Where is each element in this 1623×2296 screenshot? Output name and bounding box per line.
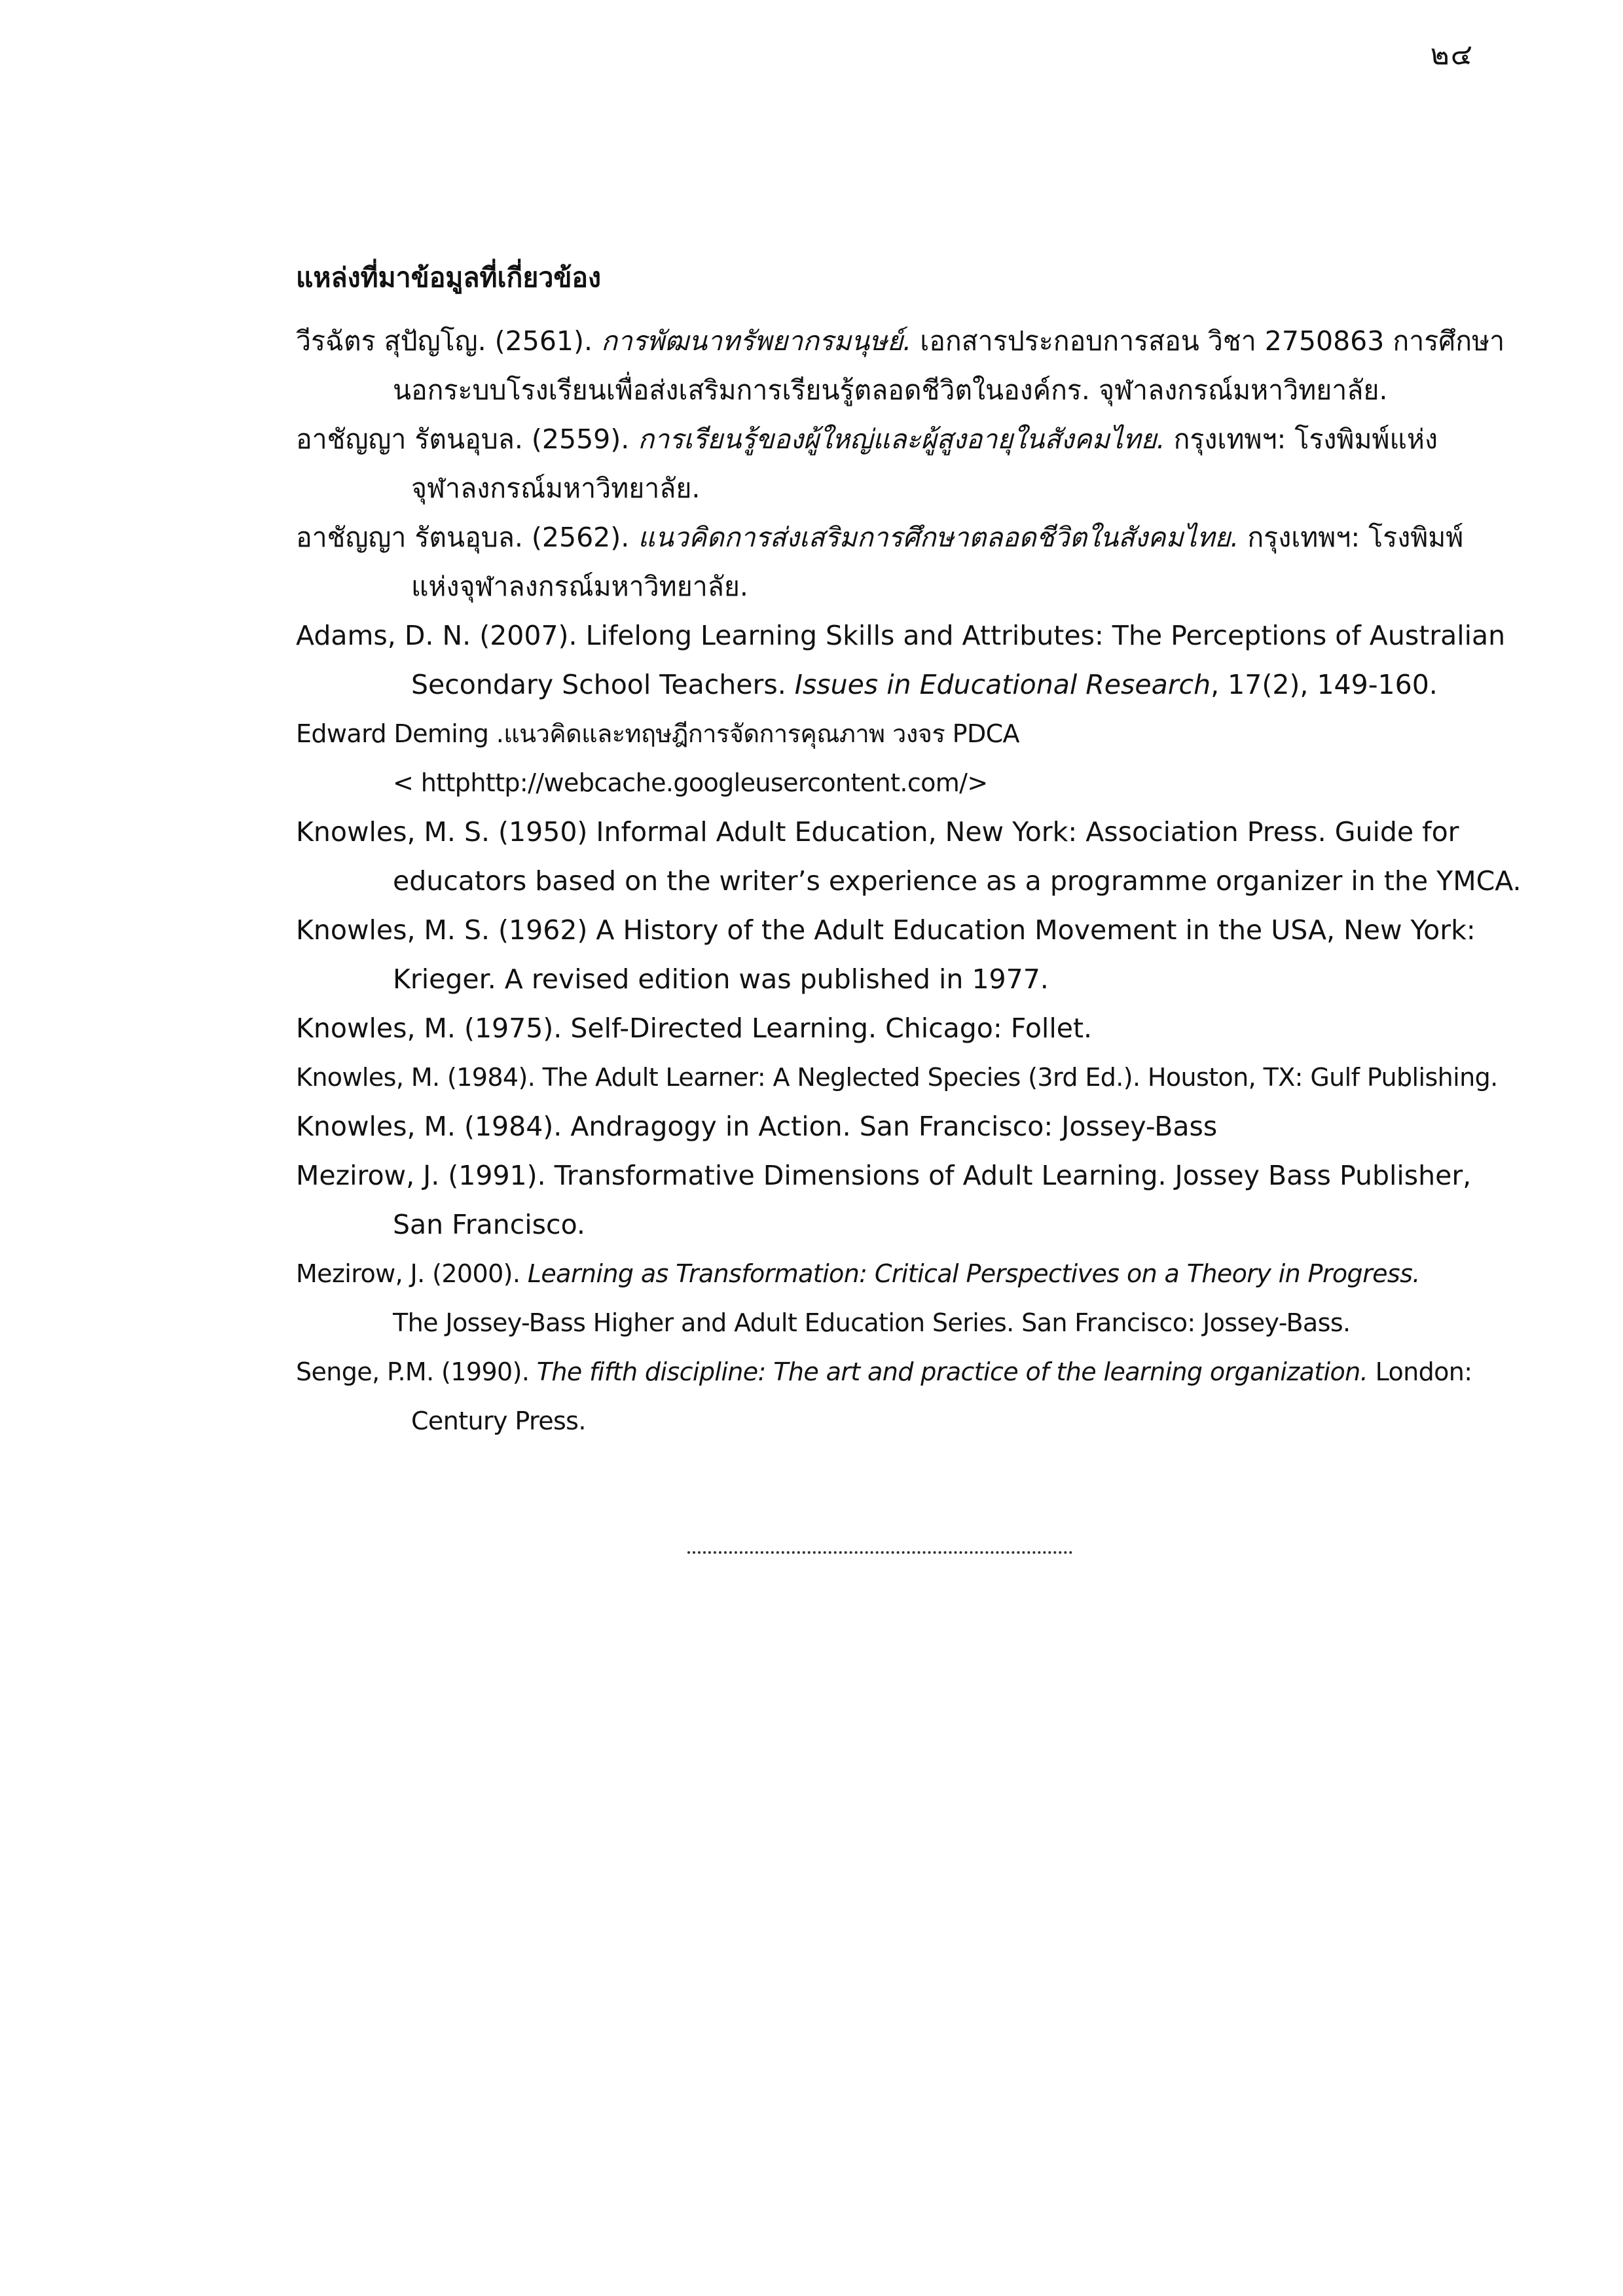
reference-entry	[296, 1102, 1474, 1151]
reference-title: The fifth discipline: The art and practice of the learning organization.	[536, 1357, 1368, 1386]
reference-continuation: แห่งจุฬาลงกรณ์มหาวิทยาลัย.	[411, 571, 748, 602]
reference-entry	[296, 1348, 1474, 1446]
reference-entry	[296, 1249, 1474, 1348]
reference-continuation: จุฬาลงกรณ์มหาวิทยาลัย.	[411, 473, 701, 504]
reference-entry	[296, 1053, 1498, 1102]
reference-title: แนวคิดการส่งเสริมการศึกษาตลอดชีวิตในสังคมไทย.	[638, 522, 1239, 553]
reference-entry	[296, 709, 1474, 808]
reference-entry	[296, 317, 1505, 415]
reference-first-line: Edward Deming .แนวคิดและทฤษฎีการจัดการคุณภาพ วงจร PDCA	[296, 719, 1019, 748]
reference-first-line: อาชัญญา รัตนอุบล. (2562). แนวคิดการส่งเสริมการศึกษาตลอดชีวิตในสังคมไทย. กรุงเทพฯ: โรงพิมพ์	[296, 522, 1464, 553]
reference-first-line: อาชัญญา รัตนอุบล. (2559). การเรียนรู้ของผู้ใหญ่และผู้สูงอายุในสังคมไทย. กรุงเทพฯ: โรงพิมพ์แห่ง	[296, 423, 1438, 455]
reference-first-line: Mezirow, J. (2000). Learning as Transformation: Critical Perspectives on a Theory in Progress.	[296, 1259, 1420, 1288]
reference-continuation: educators based on the writer’s experience as a programme organizer in the YMCA.	[393, 865, 1522, 897]
references-section	[296, 257, 1522, 1446]
reference-entry	[296, 513, 1474, 611]
reference-title: Issues in Educational Research	[794, 669, 1211, 700]
reference-first-line: Knowles, M. (1975). Self-Directed Learning. Chicago: Follet.	[296, 1013, 1093, 1044]
reference-continuation: นอกระบบโรงเรียนเพื่อส่งเสริมการเรียนรู้ตลอดชีวิตในองค์กร. จุฬาลงกรณ์มหาวิทยาลัย.	[393, 374, 1388, 406]
reference-title: การพัฒนาทรัพยากรมนุษย์.	[601, 325, 912, 357]
reference-entry	[296, 1004, 1474, 1053]
reference-continuation: Century Press.	[411, 1407, 586, 1435]
section-heading: แหล่งที่มาข้อมูลที่เกี่ยวข้อง	[296, 262, 602, 293]
reference-title: Learning as Transformation: Critical Perspectives on a Theory in Progress.	[527, 1259, 1420, 1288]
reference-first-line: Knowles, M. S. (1950) Informal Adult Education, New York: Association Press. Guide for	[296, 816, 1459, 848]
page-number: ๒๔	[1430, 38, 1474, 71]
reference-first-line: Senge, P.M. (1990). The fifth discipline: The art and practice of the learning organization. London:	[296, 1357, 1472, 1386]
reference-first-line: Knowles, M. S. (1962) A History of the Adult Education Movement in the USA, New York:	[296, 914, 1476, 946]
end-of-section-dotted-rule	[687, 1551, 1072, 1554]
reference-entry	[296, 808, 1522, 906]
reference-url: < httphttp://webcache.googleusercontent.com/>	[393, 768, 988, 797]
reference-entry	[296, 611, 1506, 709]
reference-continuation: Krieger. A revised edition was published in 1977.	[393, 963, 1049, 995]
reference-first-line: Knowles, M. (1984). Andragogy in Action. San Francisco: Jossey-Bass	[296, 1111, 1218, 1142]
reference-continuation: Secondary School Teachers. Issues in Educational Research, 17(2), 149-160.	[411, 669, 1438, 700]
reference-first-line: Mezirow, J. (1991). Transformative Dimensions of Adult Learning. Jossey Bass Publisher,	[296, 1160, 1472, 1191]
reference-continuation: The Jossey-Bass Higher and Adult Education Series. San Francisco: Jossey-Bass.	[393, 1308, 1351, 1337]
reference-entry	[296, 1151, 1474, 1249]
reference-first-line: วีรฉัตร สุปัญโญ. (2561). การพัฒนาทรัพยากรมนุษย์. เอกสารประกอบการสอน วิชา 2750863 การศึกษา	[296, 325, 1505, 357]
reference-entry	[296, 415, 1474, 513]
reference-first-line: Adams, D. N. (2007). Lifelong Learning Skills and Attributes: The Perceptions of Australian	[296, 620, 1506, 651]
reference-title: การเรียนรู้ของผู้ใหญ่และผู้สูงอายุในสังคมไทย.	[638, 423, 1165, 455]
reference-continuation: San Francisco.	[393, 1209, 585, 1240]
reference-first-line: Knowles, M. (1984). The Adult Learner: A Neglected Species (3rd Ed.). Houston, TX: Gulf Publishing.	[296, 1063, 1498, 1092]
reference-entry	[296, 906, 1474, 1004]
